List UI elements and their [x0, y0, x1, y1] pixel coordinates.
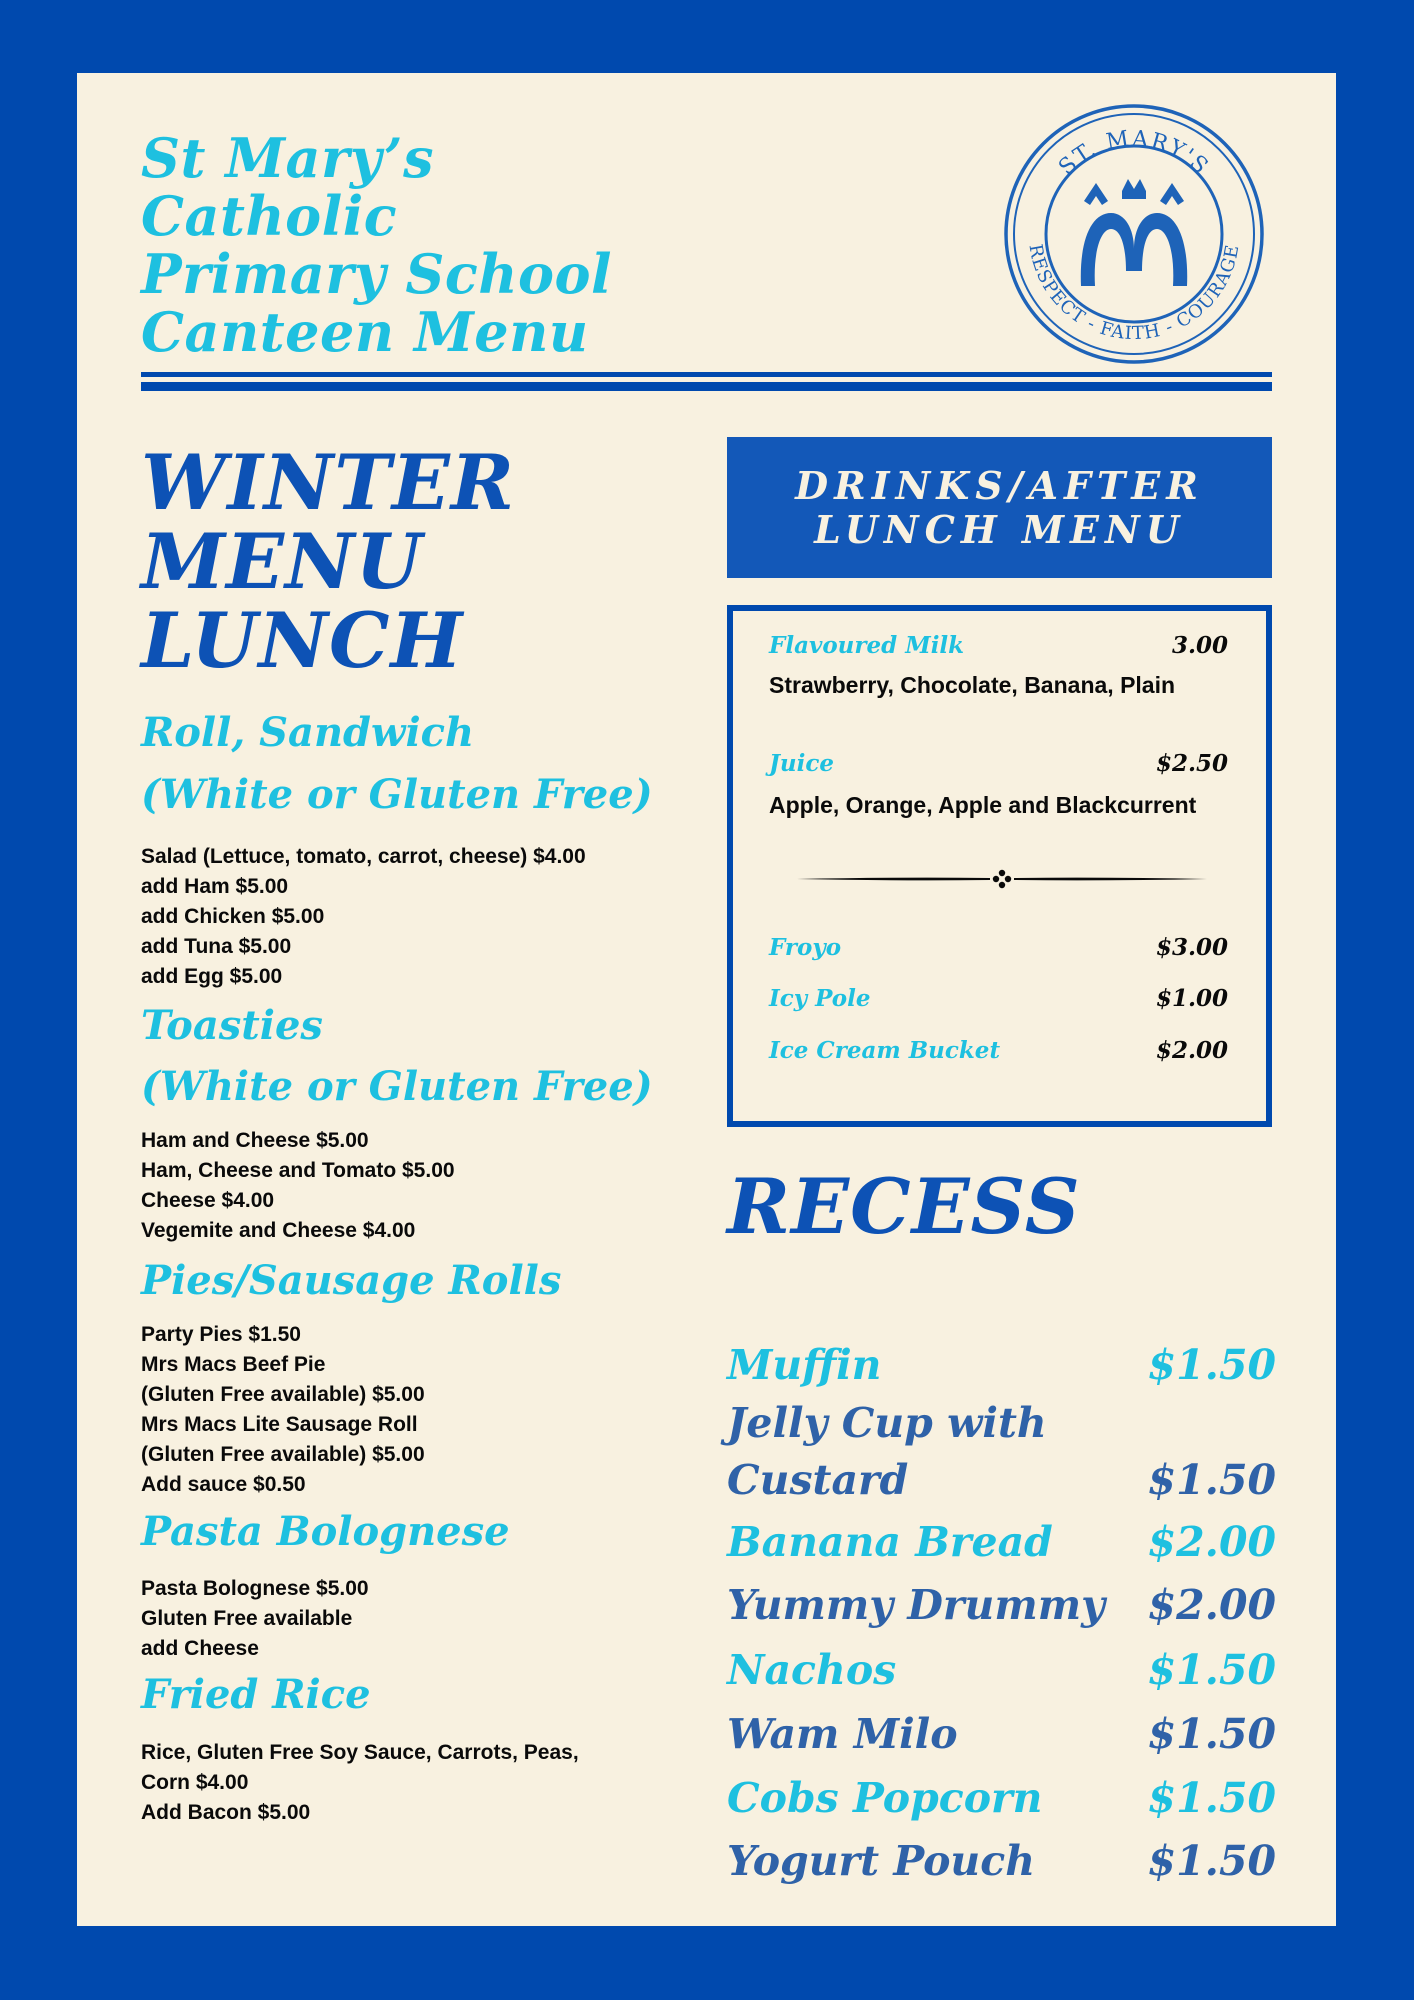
school-crest-icon [1001, 101, 1267, 367]
section-heading-line: (White or Gluten Free) [141, 1063, 653, 1110]
winter-title-line: LUNCH [141, 596, 464, 685]
recess-item-name: Custard [727, 1456, 909, 1504]
list-item: Vegemite and Cheese $4.00 [141, 1219, 416, 1242]
item-list-pies [141, 1320, 425, 1500]
section-heading-line: Fried Rice [141, 1671, 371, 1718]
recess-item-name: Cobs Popcorn [727, 1774, 1043, 1822]
recess-item-price: $2.00 [1147, 1518, 1276, 1566]
header-rule-thick [141, 382, 1272, 391]
drinks-title-line: DRINKS/AFTER [795, 462, 1204, 508]
drink-row-flavoured-milk [769, 631, 1228, 661]
school-title-line: St Mary’s [141, 126, 435, 190]
recess-item-name: Banana Bread [727, 1518, 1053, 1566]
drinks-menu-box [727, 605, 1272, 1127]
drink-name: Icy Pole [769, 985, 871, 1012]
svg-text:ST. MARY'S [1054, 126, 1214, 180]
list-item: add Ham $5.00 [141, 875, 289, 898]
drink-row-icy-pole [769, 984, 1228, 1014]
recess-item-name: Wam Milo [727, 1710, 958, 1758]
item-list-roll-sandwich [141, 842, 586, 992]
section-heading-line: Roll, Sandwich [141, 709, 475, 756]
recess-item-price: $1.50 [1147, 1646, 1276, 1694]
section-heading-pies [141, 1259, 561, 1303]
list-item: Salad (Lettuce, tomato, carrot, cheese) $4.00 [141, 845, 586, 868]
list-item: Rice, Gluten Free Soy Sauce, Carrots, Peas, [141, 1741, 579, 1764]
section-heading-roll-sandwich [141, 711, 474, 755]
recess-item-price: $1.50 [1147, 1710, 1276, 1758]
item-list-toasties [141, 1126, 455, 1246]
list-item: add Egg $5.00 [141, 965, 283, 988]
drink-name: Flavoured Milk [769, 632, 965, 659]
section-heading-fried-rice [141, 1673, 371, 1717]
section-heading-line: Toasties [141, 1002, 323, 1049]
section-heading-toasties [141, 1004, 323, 1048]
section-subheading-roll-sandwich [141, 773, 653, 817]
header-rule-thin [141, 372, 1272, 377]
recess-item-name: Jelly Cup with [727, 1399, 1047, 1447]
list-item: Mrs Macs Lite Sausage Roll [141, 1413, 418, 1436]
list-item: (Gluten Free available) $5.00 [141, 1443, 425, 1466]
list-item: Add Bacon $5.00 [141, 1801, 311, 1824]
drink-price: 3.00 [1171, 632, 1228, 659]
school-title-line: Primary School [141, 242, 613, 306]
section-subheading-toasties [141, 1065, 653, 1109]
drink-name: Ice Cream Bucket [769, 1037, 1001, 1064]
item-list-fried-rice [141, 1738, 579, 1828]
list-item: Add sauce $0.50 [141, 1473, 306, 1496]
recess-item-name: Nachos [727, 1646, 897, 1694]
drink-price: $2.50 [1155, 750, 1228, 777]
school-title-line: Catholic [141, 184, 398, 248]
drink-name: Juice [769, 750, 834, 777]
ornament-divider-icon [797, 869, 1207, 889]
list-item: Party Pies $1.50 [141, 1323, 301, 1346]
section-heading-line: (White or Gluten Free) [141, 771, 653, 818]
winter-title-line: MENU [141, 517, 423, 606]
list-item: Corn $4.00 [141, 1771, 249, 1794]
list-item: Ham, Cheese and Tomato $5.00 [141, 1159, 455, 1182]
winter-menu-title [141, 438, 516, 685]
list-item: Gluten Free available [141, 1607, 353, 1630]
drink-name: Froyo [769, 934, 842, 961]
list-item: add Chicken $5.00 [141, 905, 325, 928]
menu-sheet [77, 73, 1336, 1926]
recess-item-price: $1.50 [1147, 1837, 1276, 1885]
recess-title: RECESS [727, 1162, 1081, 1251]
recess-item-name: Yogurt Pouch [727, 1837, 1036, 1885]
list-item: (Gluten Free available) $5.00 [141, 1383, 425, 1406]
drink-row-juice [769, 749, 1228, 779]
list-item: add Tuna $5.00 [141, 935, 292, 958]
logo-top-text: ST. MARY'S [1054, 126, 1214, 181]
section-heading-pasta [141, 1510, 510, 1554]
logo-bottom-text: RESPECT - FAITH - COURAGE [1024, 242, 1244, 345]
recess-item-price: $1.50 [1147, 1341, 1276, 1389]
item-list-pasta [141, 1574, 369, 1664]
list-item: Ham and Cheese $5.00 [141, 1129, 369, 1152]
school-title-line: Canteen Menu [141, 300, 589, 364]
section-heading-line: Pies/Sausage Rolls [141, 1257, 562, 1304]
list-item: Pasta Bolognese $5.00 [141, 1577, 369, 1600]
recess-item-name: Yummy Drummy [727, 1581, 1105, 1629]
winter-title-line: WINTER [141, 438, 516, 527]
drink-description: Strawberry, Chocolate, Banana, Plain [769, 672, 1176, 698]
list-item: Mrs Macs Beef Pie [141, 1353, 326, 1376]
drinks-title-line: LUNCH MENU [814, 506, 1185, 552]
drink-price: $3.00 [1155, 934, 1228, 961]
school-title [141, 126, 613, 364]
drinks-menu-banner [727, 437, 1272, 578]
recess-item-price: $1.50 [1147, 1774, 1276, 1822]
recess-item-name: Muffin [727, 1341, 882, 1389]
recess-item-price: $2.00 [1147, 1581, 1276, 1629]
list-item: Cheese $4.00 [141, 1189, 275, 1212]
drink-row-froyo [769, 933, 1228, 963]
drink-price: $2.00 [1155, 1037, 1228, 1064]
drink-price: $1.00 [1155, 985, 1228, 1012]
section-heading-line: Pasta Bolognese [141, 1508, 510, 1555]
drink-row-ice-cream-bucket [769, 1036, 1228, 1066]
list-item: add Cheese [141, 1637, 259, 1660]
recess-item-price: $1.50 [1147, 1456, 1276, 1504]
drink-description: Apple, Orange, Apple and Blackcurrent [769, 792, 1197, 818]
